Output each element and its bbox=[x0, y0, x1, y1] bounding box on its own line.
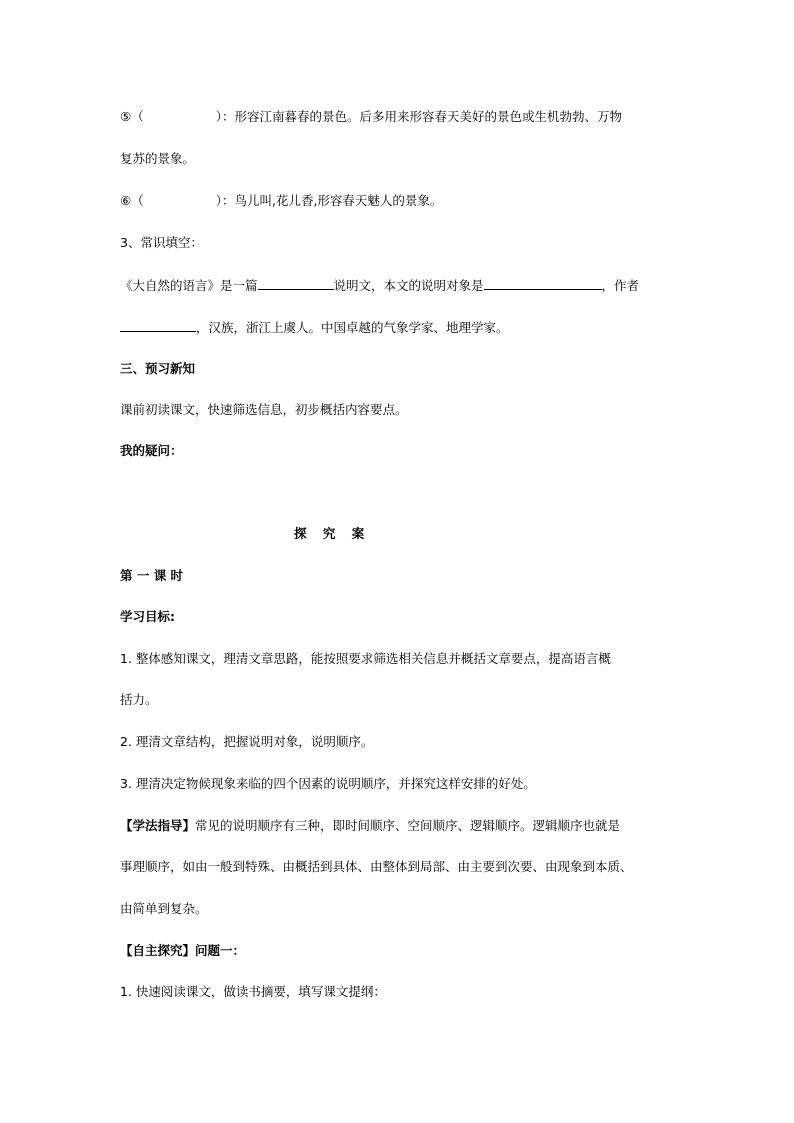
section-3-heading: 3、常识填空： bbox=[120, 235, 203, 250]
fill-line-2 bbox=[120, 318, 680, 336]
fill-line-1 bbox=[120, 276, 680, 294]
item-5-close: ） bbox=[215, 109, 222, 124]
goal-1-line-b: 括力。 bbox=[120, 692, 158, 707]
self-explore-line bbox=[120, 942, 680, 960]
method-guide-line-a bbox=[120, 817, 680, 835]
lesson-heading: 第 一 课 时 bbox=[120, 568, 184, 583]
method-guide-text-a: 常见的说明顺序有三种，即时间顺序、空间顺序、逻辑顺序。逻辑顺序也就是 bbox=[195, 818, 621, 833]
goal-2: 2. 理清文章结构，把握说明对象，说明顺序。 bbox=[120, 734, 374, 749]
blank-object[interactable] bbox=[484, 276, 602, 290]
explore-title: 探 究 案 bbox=[294, 526, 371, 541]
preview-heading: 三、预习新知 bbox=[120, 361, 196, 376]
task-1: 1. 快速阅读课文，做读书摘要，填写课文提纲： bbox=[120, 984, 386, 999]
item-6-close: ） bbox=[215, 193, 222, 208]
self-explore-question: 问题一： bbox=[195, 943, 246, 958]
method-guide-line-b: 事理顺序，如由一般到特殊、由概括到具体、由整体到局部、由主要到次要、由现象到本质、 bbox=[120, 859, 633, 874]
item-6-line bbox=[120, 192, 680, 210]
item-6-text: ：鸟儿叫,花儿香,形容春天魅人的景象。 bbox=[221, 193, 443, 208]
goals-heading: 学习目标: bbox=[120, 609, 175, 624]
goal-3: 3. 理清决定物候现象来临的四个因素的说明顺序，并探究这样安排的好处。 bbox=[120, 776, 536, 791]
goal-1-line-a: 1. 整体感知课文，理清文章思路，能按照要求筛选相关信息并概括文章要点，提高语言概 bbox=[120, 651, 611, 666]
fill-text-1a: 《大自然的语言》是一篇 bbox=[120, 278, 258, 293]
item-5-line bbox=[120, 108, 680, 126]
fill-text-1b: 说明文，本文的说明对象是 bbox=[333, 278, 484, 293]
blank-genre[interactable] bbox=[258, 276, 334, 290]
fill-text-2: ，汉族，浙江上虞人。中国卓越的气象学家、地理学家。 bbox=[196, 320, 509, 335]
questions-label: 我的疑问： bbox=[120, 443, 183, 458]
method-guide-line-c: 由简单到复杂。 bbox=[120, 901, 208, 916]
blank-author[interactable] bbox=[120, 318, 196, 332]
method-guide-tag: 【学法指导】 bbox=[120, 818, 196, 833]
item-6-marker: ⑥（ bbox=[120, 193, 144, 208]
item-5-continuation: 复苏的景象。 bbox=[120, 151, 196, 166]
item-5-text: ：形容江南暮春的景色。后多用来形容春天美好的景色或生机勃勃、万物 bbox=[221, 109, 622, 124]
self-explore-tag: 【自主探究】 bbox=[120, 943, 196, 958]
item-5-marker: ⑤（ bbox=[120, 109, 144, 124]
fill-text-1c: ，作者 bbox=[601, 278, 640, 293]
preview-text: 课前初读课文，快速筛选信息，初步概括内容要点。 bbox=[120, 402, 408, 417]
